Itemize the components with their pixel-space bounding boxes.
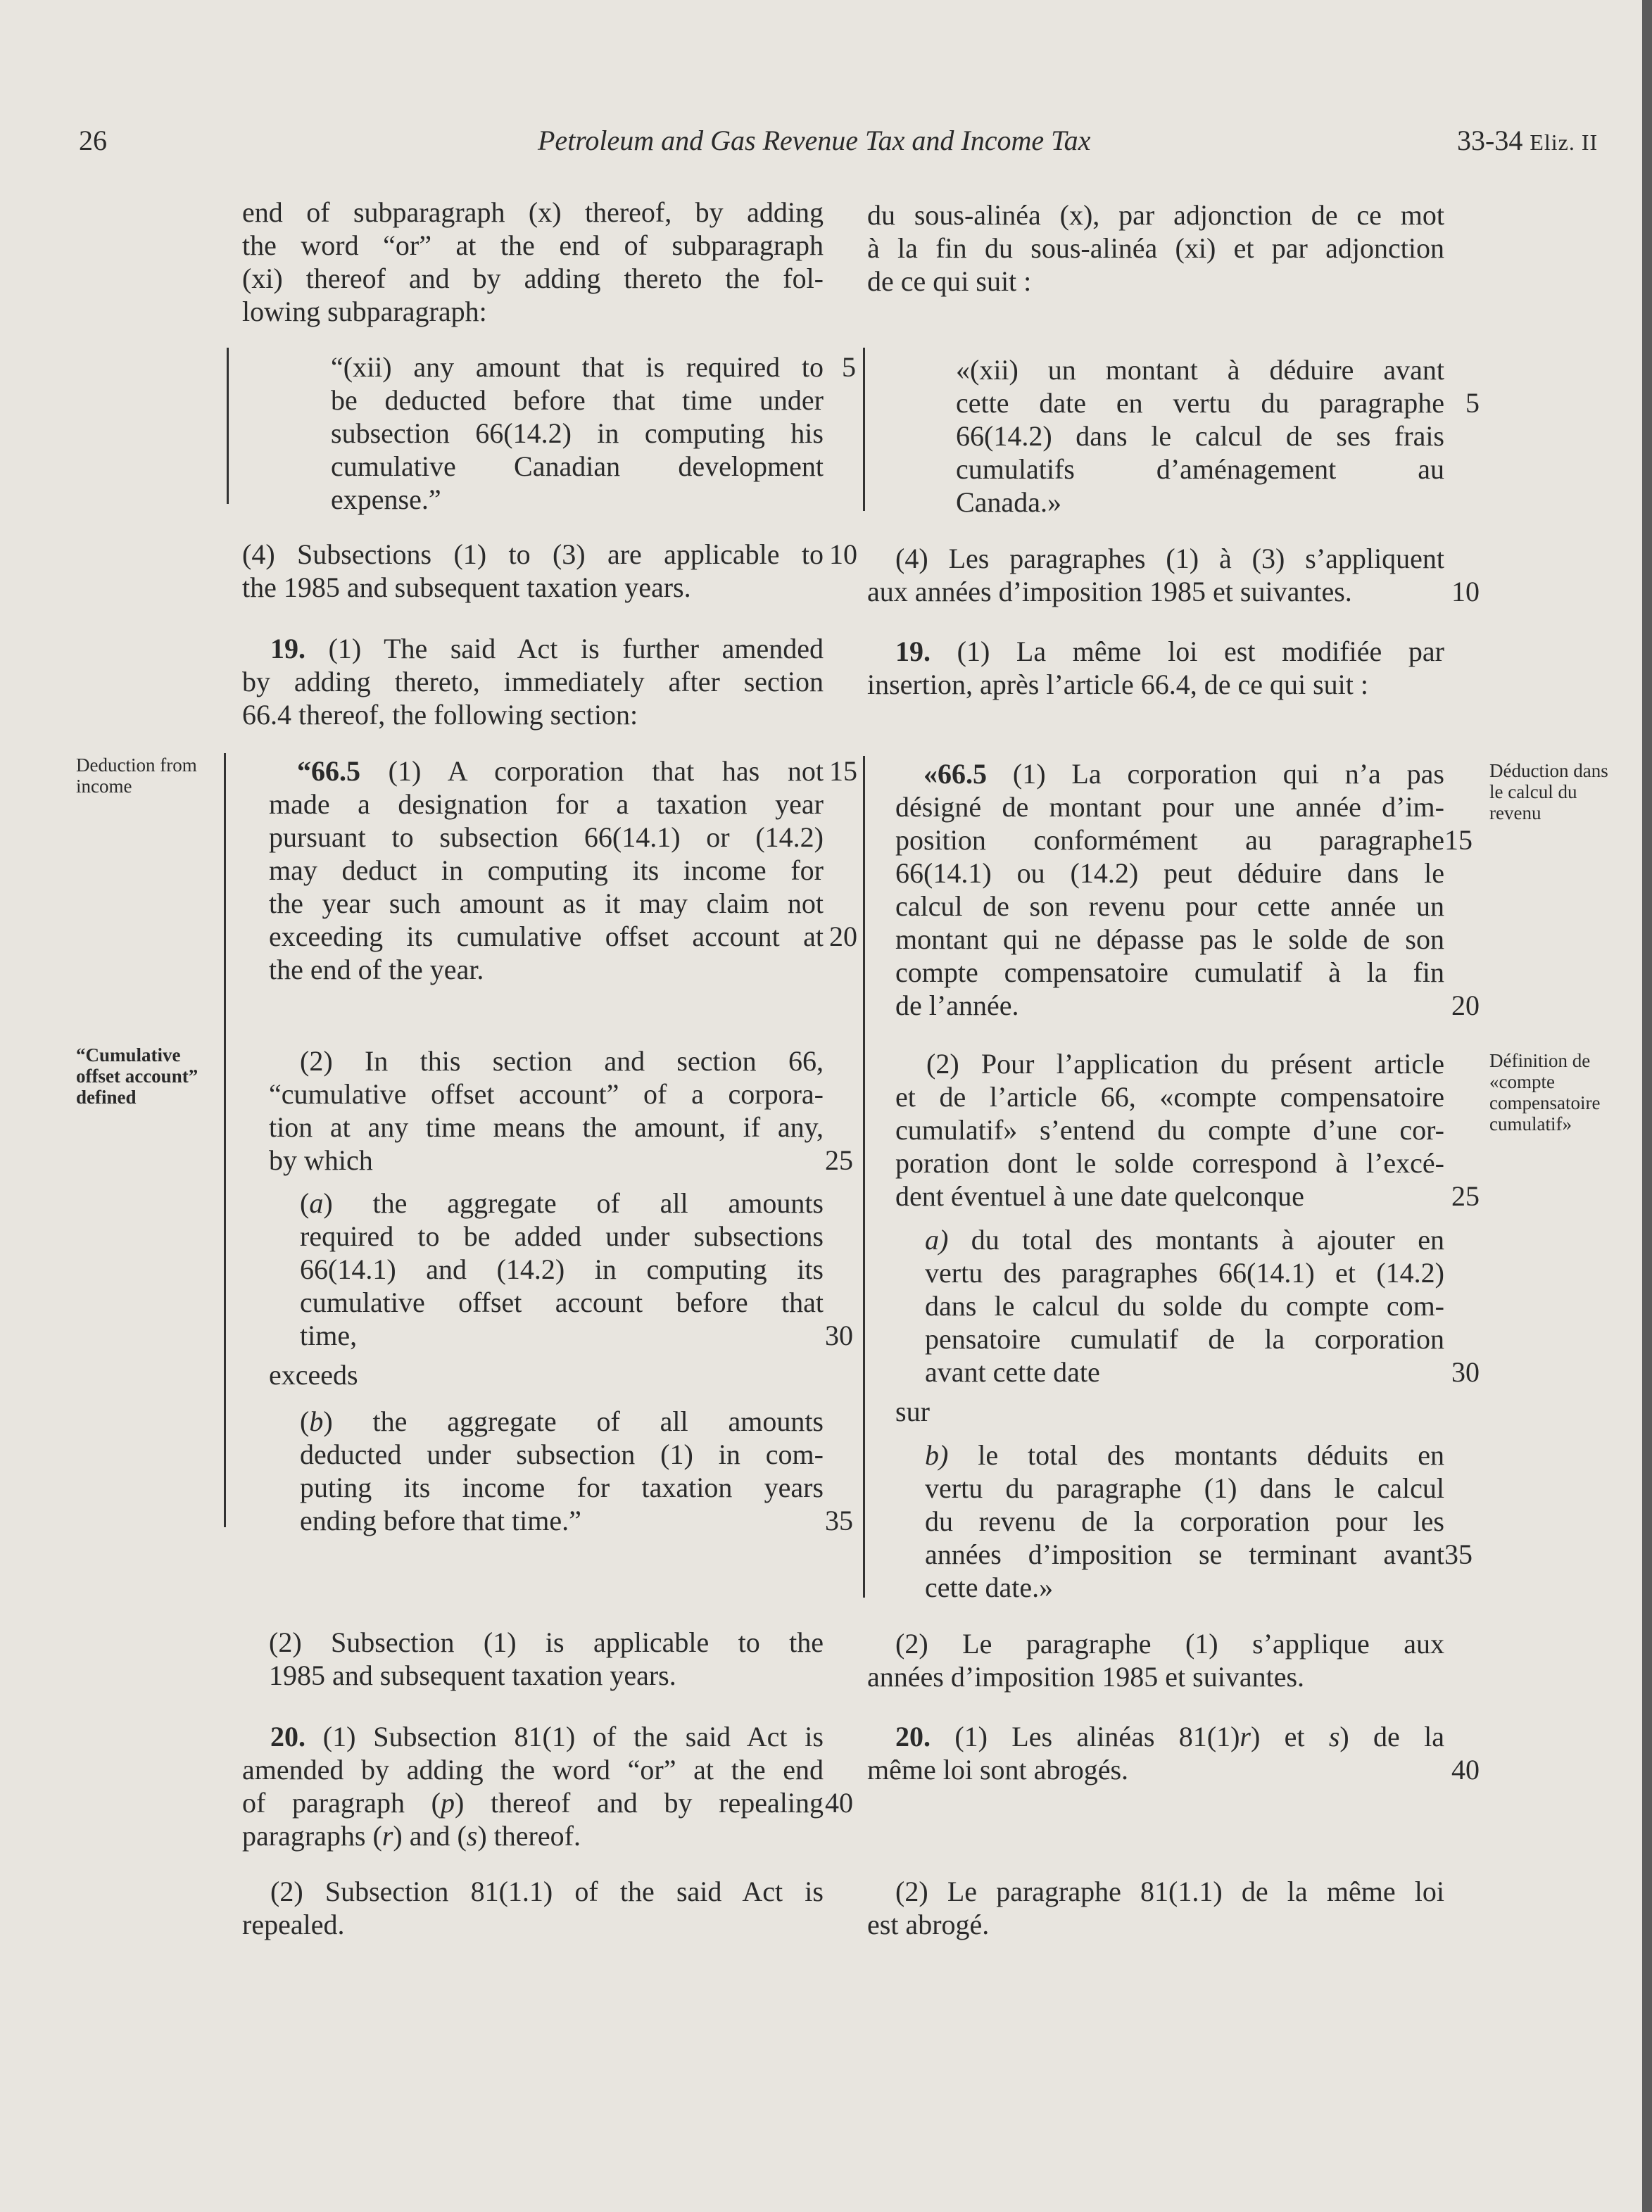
en-margin-note-cumulative: “Cumulative offset account” defined [76,1044,198,1108]
en-intro-paragraph: end of subparagraph (x) thereof, by adding the word “or” at the end of subparagraph (xi) thereof and by adding thereto the fol- lowing subparagraph: [242,196,824,327]
fr-subsection-2-definition: (2) Pour l’application du présent article et de l’article 66, «compte compensatoire cumulatif» s’entend du compte d’une cor- poration dont le solde correspond à l’excé- dent éventuel à une date quelconque [895,1048,1444,1212]
en-line-number: 15 [829,755,857,787]
running-title: Petroleum and Gas Revenue Tax and Income Tax [538,125,1091,156]
fr-section-20: 20. (1) Les alinéas 81(1)r) et s) de la même loi sont abrogés. [867,1721,1444,1786]
fr-line-number: 10 [1451,576,1480,607]
en-paragraph-a: (a) the aggregate of all amounts required to be added under subsections 66(14.1) and (14.2) in computing its cumulative offset account before that time, [300,1187,824,1351]
en-line-number: 35 [825,1505,853,1536]
fr-subsection-4: (4) Les paragraphes (1) à (3) s’appliquent aux années d’imposition 1985 et suivantes. [867,543,1444,607]
regnal-year-smallcaps: Eliz. II [1530,129,1599,155]
en-section-66-5: “66.5 (1) A corporation that has not made a designation for a taxation year pursuant to subsection 66(14.1) or (14.2) may deduct in computing its income for the year such amount as it may claim not exceeding its cumulative offset account at the end of the year. [269,755,824,985]
fr-line-number: 25 [1451,1180,1480,1212]
en-margin-note-deduction: Deduction from income [76,754,197,797]
en-line-number: 5 [842,351,856,383]
fr-change-bar-long [863,756,865,1598]
fr-margin-note-deduction: Déduction dans le calcul du revenu [1489,760,1608,823]
en-exceeds: exceeds [269,1359,358,1391]
en-quoted-subparagraph: “(xii) any amount that is required to be deducted before that time under subsection 66(14.2) in computing his cumulative Canadian development expense.” [331,351,824,515]
regnal-year: 33-34 Eliz. II [1457,125,1599,156]
en-section-19: 19. (1) The said Act is further amended by adding thereto, immediately after section 66.4 thereof, the following section: [242,633,824,731]
fr-line-number: 30 [1451,1356,1480,1388]
en-subsection-4: (4) Subsections (1) to (3) are applicable to the 1985 and subsequent taxation years. [242,538,824,603]
fr-section-19-subsection-2: (2) Le paragraphe (1) s’applique aux années d’imposition 1985 et suivantes. [867,1628,1444,1693]
fr-paragraph-a: a) du total des montants à ajouter en vertu des paragraphes 66(14.1) et (14.2) dans le calcul du solde du compte com- pensatoire cumulatif de la corporation avant cette date [925,1224,1444,1388]
fr-sur: sur [895,1396,930,1427]
fr-section-66-5: «66.5 (1) La corporation qui n’a pas désigné de montant pour une année d’im- position conformément au paragraphe 66(14.1) ou (14.2) peut déduire dans le calcul de son revenu pour cette année un montant qui ne dépasse pas le solde de son compte compensatoire cumulatif à la fin de l’année. [895,758,1444,1021]
en-line-number: 10 [829,538,857,570]
en-line-number: 25 [825,1144,853,1176]
fr-paragraph-b: b) le total des montants déduits en vertu du paragraphe (1) dans le calcul du revenu de la corporation pour les années d’imposition se terminant avant cette date.» [925,1439,1444,1603]
page-edge-shadow [1642,0,1652,2212]
fr-line-number: 15 [1444,824,1473,856]
en-line-number: 40 [825,1787,853,1819]
fr-line-number: 40 [1451,1754,1480,1786]
en-change-bar-long [224,753,226,1527]
en-line-number: 20 [829,921,857,952]
en-subsection-2-definition: (2) In this section and section 66, “cumulative offset account” of a corpora- tion at any time means the amount, if any, by which [269,1045,824,1176]
fr-change-bar [863,348,865,511]
en-section-20-subsection-2: (2) Subsection 81(1.1) of the said Act is repealed. [242,1876,824,1940]
fr-section-19: 19. (1) La même loi est modifiée par insertion, après l’article 66.4, de ce qui suit : [867,636,1444,700]
fr-quoted-subparagraph: «(xii) un montant à déduire avant cette date en vertu du paragraphe 66(14.2) dans le calcul de ses frais cumulatifs d’aménagement au Canada.» [956,354,1444,518]
page-number: 26 [79,125,107,156]
fr-line-number: 20 [1451,990,1480,1021]
fr-line-number: 5 [1465,387,1480,419]
en-section-20: 20. (1) Subsection 81(1) of the said Act is amended by adding the word “or” at the end of paragraph (p) thereof and by repealing paragraphs (r) and (s) thereof. [242,1721,824,1852]
en-change-bar [227,348,229,504]
fr-section-20-subsection-2: (2) Le paragraphe 81(1.1) de la même loi est abrogé. [867,1876,1444,1940]
fr-line-number: 35 [1444,1538,1473,1570]
en-section-19-subsection-2: (2) Subsection (1) is applicable to the 1985 and subsequent taxation years. [269,1626,824,1691]
en-paragraph-b: (b) the aggregate of all amounts deducted under subsection (1) in com- puting its income for taxation years ending before that time.” [300,1405,824,1536]
en-line-number: 30 [825,1320,853,1351]
fr-margin-note-definition: Définition de «compte compensatoire cumulatif» [1489,1050,1601,1135]
fr-intro-paragraph: du sous-alinéa (x), par adjonction de ce mot à la fin du sous-alinéa (xi) et par adjonction de ce qui suit : [867,199,1444,297]
